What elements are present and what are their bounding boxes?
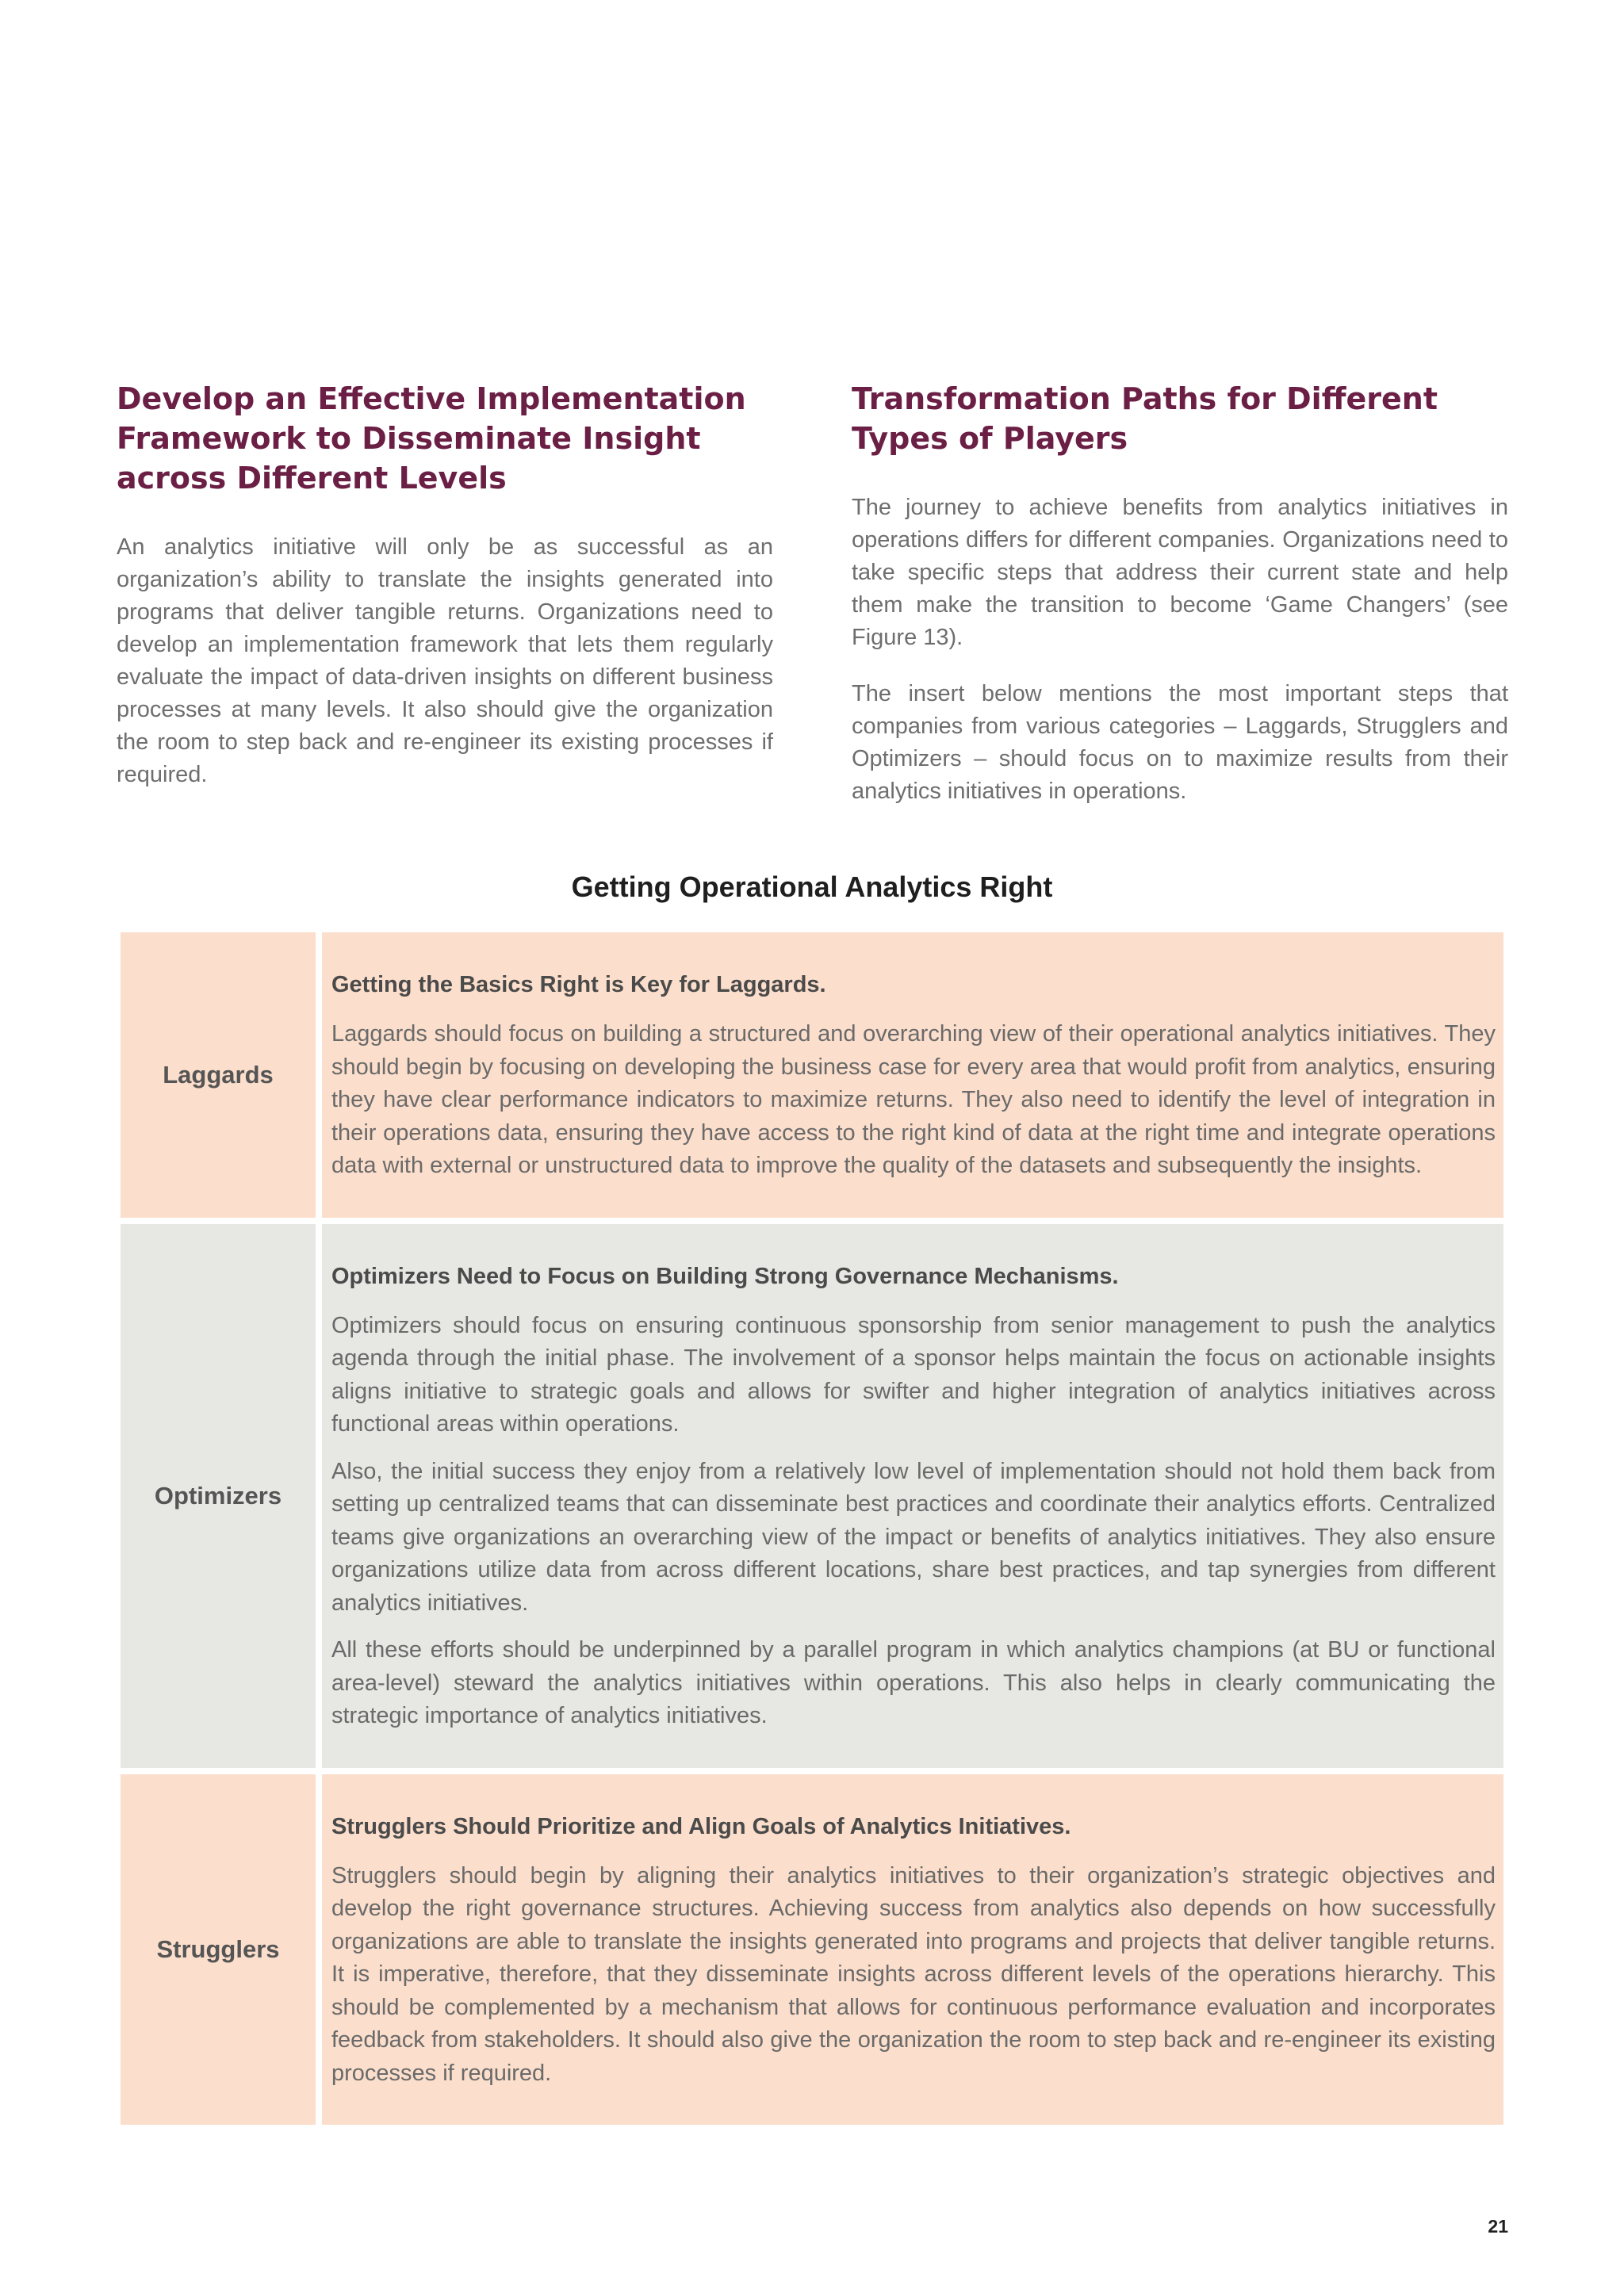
right-section-paragraph: The journey to achieve benefits from analytics initiatives in operations differs for different companies. Organizations need to take specific steps that address their current state and help them make the transition to become ‘Game Changers’ (see Figure 13).	[852, 495, 1508, 650]
row-content	[322, 1774, 1503, 2126]
page-number: 21	[1488, 2216, 1508, 2237]
row-label: Strugglers	[121, 1774, 316, 2126]
row-paragraph: Also, the initial success they enjoy from a relatively low level of implementation should not hold them back from setting up centralized teams that can disseminate best practices and coordinate their analytics efforts. Centralized teams give organizations an overarching view of the impact or benefits of analytics initiatives. They also ensure organizations utilize data from across different locations, share best practices, and tap synergies from different analytics initiatives.	[331, 1458, 1496, 1616]
operational-analytics-table	[121, 932, 1503, 2131]
table-row-laggards	[121, 932, 1503, 1218]
right-section-heading: Transformation Paths for Different Types of Players	[852, 381, 1438, 456]
row-heading: Optimizers Need to Focus on Building Strong Governance Mechanisms.	[331, 1263, 1119, 1289]
left-section	[117, 379, 773, 815]
row-heading: Strugglers Should Prioritize and Align Goals of Analytics Initiatives.	[331, 1813, 1071, 1839]
table-row-optimizers	[121, 1224, 1503, 1768]
row-label: Optimizers	[121, 1224, 316, 1768]
table-title: Getting Operational Analytics Right	[571, 871, 1053, 903]
row-paragraph: Laggards should focus on building a structured and overarching view of their operational analytics initiatives. They should begin by focusing on developing the business case for every area that would profit from analytics, ensuring they have clear performance indicators to maximize returns. They also need to identify the level of integration in their operations data, ensuring they have access to the right kind of data at the right time and integrate operations data with external or unstructured data to improve the quality of the datasets and subsequently the insights.	[331, 1021, 1496, 1178]
row-paragraph: All these efforts should be underpinned by a parallel program in which analytics champions (at BU or functional area-level) steward the analytics initiatives within operations. This also helps in clearly communicating the strategic importance of analytics initiatives.	[331, 1637, 1496, 1728]
left-section-paragraph: An analytics initiative will only be as successful as an organization’s ability to translate the insights generated into programs that deliver tangible returns. Organizations need to develop an implementation framework that lets them regularly evaluate the impact of data-driven insights on different business processes at many levels. It also should give the organization the room to step back and re-engineer its existing processes if required.	[117, 534, 773, 787]
row-paragraph: Strugglers should begin by aligning their analytics initiatives to their organization’s strategic objectives and develop the right governance structures. Achieving success from analytics also depends on how successfully organizations are able to translate the insights generated into programs and projects that deliver tangible returns. It is imperative, therefore, that they disseminate insights across different levels of the operations hierarchy. This should be complemented by a mechanism that allows for continuous performance evaluation and incorporates feedback from stakeholders. It should also give the organization the room to step back and re-engineer its existing processes if required.	[331, 1862, 1496, 2086]
row-heading: Getting the Basics Right is Key for Laggards.	[331, 972, 826, 997]
row-paragraph: Optimizers should focus on ensuring continuous sponsorship from senior management to push the analytics agenda through the initial phase. The involvement of a sponsor helps maintain the focus on actionable insights aligns initiative to strategic goals and allows for swifter and higher integration of analytics initiatives across functional areas within operations.	[331, 1312, 1496, 1437]
left-section-heading: Develop an Effective Implementation Framework to Disseminate Insight across Different Levels	[117, 381, 746, 496]
table-row-strugglers	[121, 1774, 1503, 2126]
row-label: Laggards	[121, 932, 316, 1218]
right-section-paragraph: The insert below mentions the most important steps that companies from various categories – Laggards, Strugglers and Optimizers – should focus on to maximize results from their analytics initiatives in operations.	[852, 681, 1508, 804]
row-content	[322, 932, 1503, 1218]
row-content	[322, 1224, 1503, 1768]
right-section	[852, 379, 1508, 832]
